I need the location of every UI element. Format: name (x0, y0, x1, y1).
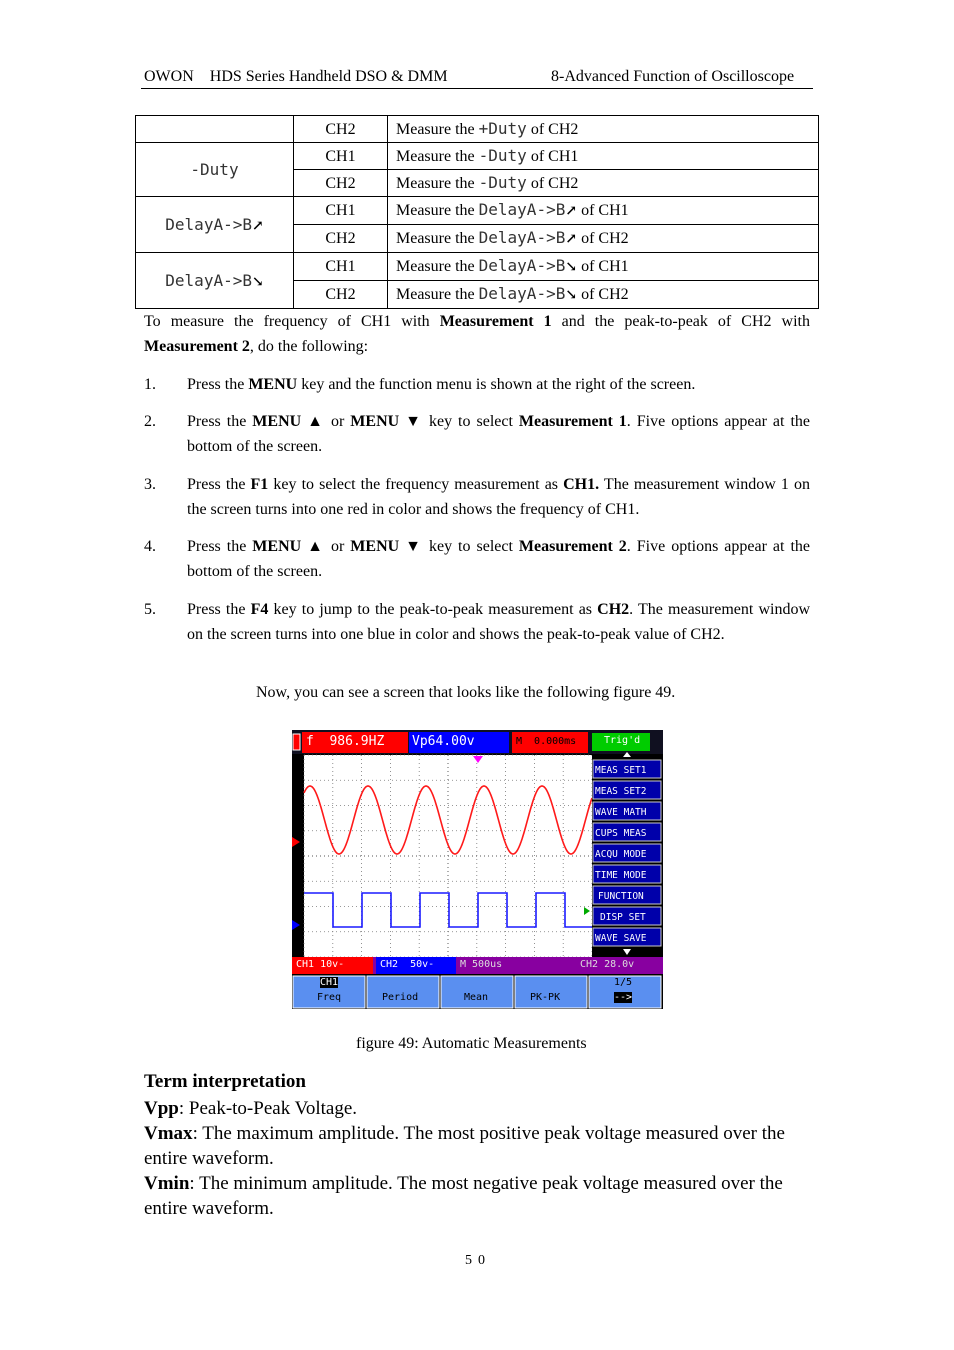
step-text: Press the MENU key and the function menu is shown at the right of the screen. (187, 376, 696, 393)
table-row: CH2 Measure the DelayA->B↗ of CH2 (136, 225, 819, 253)
rising-edge-icon: ↗ (251, 218, 264, 234)
freq-readout: f 986.9HZ (306, 734, 385, 749)
menu-item[interactable]: DISP SET (600, 912, 646, 923)
step-text: Press the MENU ▲ or MENU ▼ key to select Measurement 2. Five options appear at the bottom of the screen. (187, 538, 811, 580)
falling-edge-icon: ↘ (565, 260, 578, 275)
intro-paragraph: To measure the frequency of CH1 with Measurement 1 and the peak-to-peak of CH2 with Measurement 2, do the following: (144, 313, 810, 355)
menu-item[interactable]: WAVE SAVE (595, 933, 647, 944)
softkey-1[interactable]: Freq (317, 992, 342, 1003)
step-text: Press the MENU ▲ or MENU ▼ key to select Measurement 1. Five options appear at the bottom of the screen. (187, 413, 811, 455)
ch1-marker-icon (292, 837, 300, 847)
term-title: Term interpretation (144, 1071, 307, 1092)
page-number: 50 (465, 1253, 491, 1268)
figure-intro: Now, you can see a screen that looks like the following figure 49. (256, 684, 676, 701)
step-number: 4. (144, 538, 156, 555)
softkey-4[interactable]: PK-PK (530, 992, 561, 1003)
term-vmin: Vmin: The minimum amplitude. The most negative peak voltage measured over the entire waveform. (144, 1173, 783, 1219)
ch1-scale: CH1 10v- (296, 959, 345, 970)
figure-caption: figure 49: Automatic Measurements (356, 1035, 587, 1052)
time-readout: M 0.000ms (516, 736, 577, 747)
timebase: M 500us (460, 959, 503, 970)
header-right: 8-Advanced Function of Oscilloscope (551, 68, 795, 85)
delay-fall-name: DelayA->B (165, 270, 252, 290)
table-row: -Duty CH1 Measure the -Duty of CH1 (136, 143, 819, 170)
softkey-5-top: 1/5 (614, 977, 633, 988)
softkey-5[interactable]: --> (614, 992, 633, 1003)
duty-pos-label: +Duty (478, 119, 527, 138)
menu-item[interactable]: CUPS MEAS (595, 828, 647, 839)
step-number: 3. (144, 476, 156, 493)
ch2-marker-icon (292, 920, 300, 930)
step-text: Press the F4 key to jump to the peak-to-peak measurement as CH2. The measurement window on the screen turns into one blue in color and shows the peak-to-peak value of CH2. (187, 601, 811, 643)
menu-item[interactable]: ACQU MODE (595, 849, 647, 860)
falling-edge-icon: ↘ (251, 274, 264, 290)
term-vpp: Vpp: Peak-to-Peak Voltage. (144, 1098, 358, 1119)
menu-item[interactable]: MEAS SET1 (595, 765, 647, 776)
trig-status: Trig'd (604, 735, 641, 746)
rising-edge-icon: ↗ (565, 204, 578, 219)
falling-edge-icon: ↘ (565, 288, 578, 303)
table-row: CH2 Measure the +Duty of CH2 (136, 116, 819, 143)
trigger-level: CH2 28.0v (580, 959, 635, 970)
header-left: OWON HDS Series Handheld DSO & DMM (144, 68, 448, 85)
oscilloscope-screen (292, 730, 663, 1009)
step-number: 2. (144, 413, 156, 430)
duty-neg-name: -Duty (190, 159, 239, 179)
rising-edge-icon: ↗ (565, 232, 578, 247)
step-number: 1. (144, 376, 156, 393)
softkey-1-top: CH1 (320, 977, 339, 988)
softkey-3[interactable]: Mean (464, 992, 489, 1003)
table-row: DelayA->B↗ CH1 Measure the DelayA->B↗ of CH1 (136, 197, 819, 225)
table-row: CH2 Measure the DelayA->B↘ of CH2 (136, 281, 819, 309)
measurement-table (135, 115, 819, 309)
menu-item[interactable]: MEAS SET2 (595, 786, 647, 797)
step-text: Press the F1 key to select the frequency measurement as CH1. The measurement window 1 on the screen turns into one red in color and shows the frequency of CH1. (187, 476, 811, 518)
ch2-scale: CH2 50v- (380, 959, 435, 970)
vpp-readout: Vp64.00v (412, 734, 475, 749)
header-rule (141, 88, 813, 89)
table-row: CH2 Measure the -Duty of CH2 (136, 170, 819, 197)
step-number: 5. (144, 601, 156, 618)
menu-item[interactable]: TIME MODE (595, 870, 647, 881)
delay-rise-name: DelayA->B (165, 214, 252, 234)
table-row: DelayA->B↘ CH1 Measure the DelayA->B↘ of CH1 (136, 253, 819, 281)
battery-icon (293, 734, 300, 750)
term-vmax: Vmax: The maximum amplitude. The most positive peak voltage measured over the entire waveform. (144, 1123, 785, 1169)
menu-item[interactable]: WAVE MATH (595, 807, 647, 818)
menu-item[interactable]: FUNCTION (598, 891, 644, 902)
softkey-2[interactable]: Period (382, 992, 419, 1003)
